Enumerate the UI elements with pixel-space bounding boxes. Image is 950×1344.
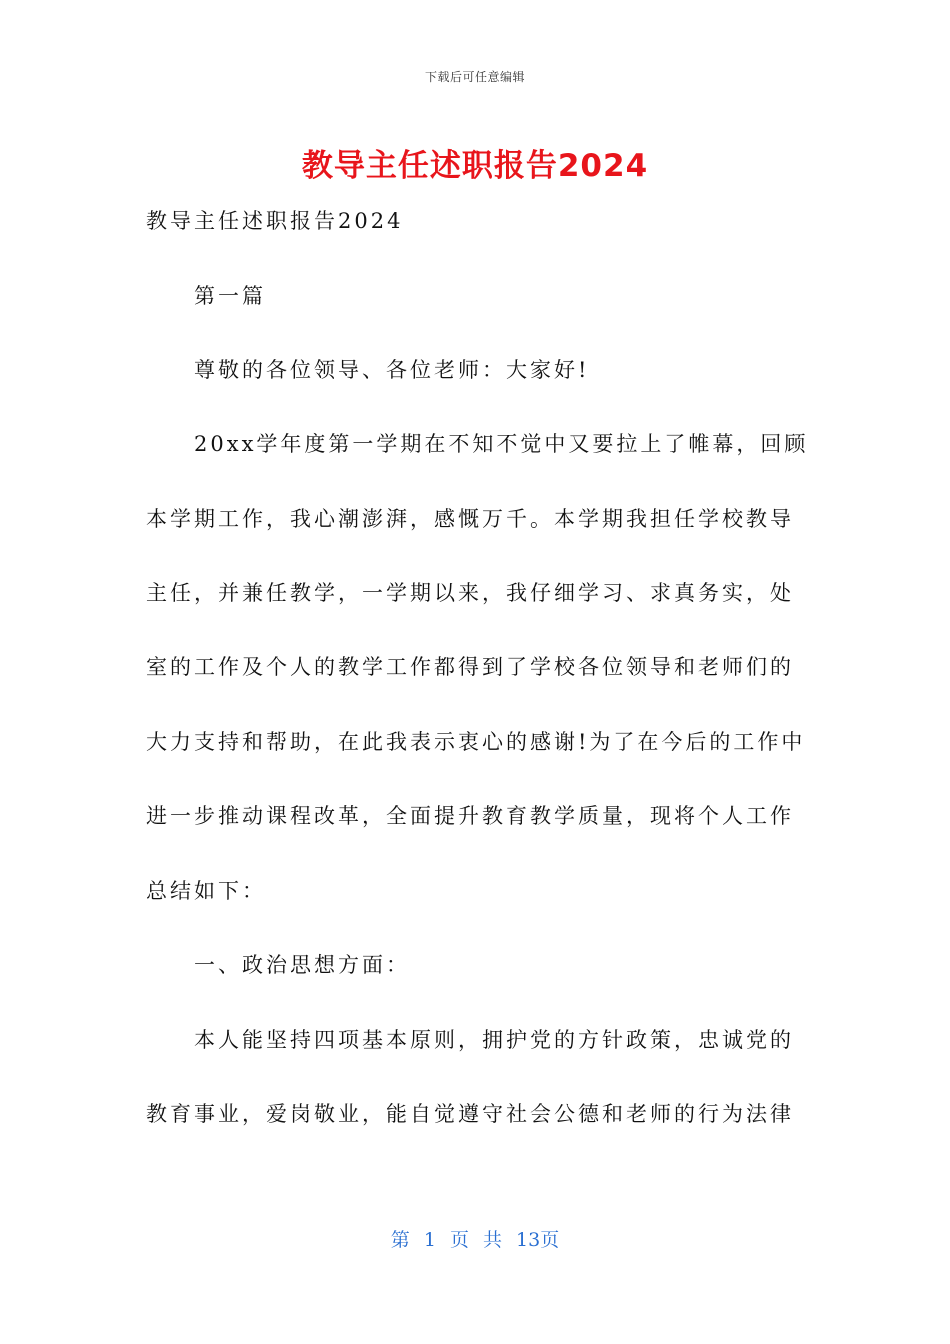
paragraph-line: 进一步推动课程改革，全面提升教育教学质量，现将个人工作 — [146, 804, 794, 828]
section-heading: 一、政治思想方面： — [194, 953, 410, 977]
greeting-line: 尊敬的各位领导、各位老师：大家好! — [194, 358, 590, 382]
paragraph-line: 室的工作及个人的教学工作都得到了学校各位领导和老师们的 — [146, 655, 794, 679]
paragraph-line: 大力支持和帮助，在此我表示衷心的感谢!为了在今后的工作中 — [146, 730, 806, 754]
paragraph-line: 本学期工作，我心潮澎湃，感慨万千。本学期我担任学校教导 — [146, 507, 794, 531]
document-title: 教导主任述职报告2024 — [301, 148, 649, 184]
paragraph-line: 主任，并兼任教学，一学期以来，我仔细学习、求真务实，处 — [146, 581, 794, 605]
paragraph-line: 总结如下： — [146, 879, 266, 903]
page-number: 第 1 页 共 13页 — [390, 1229, 560, 1251]
subtitle-line: 教导主任述职报告2024 — [146, 209, 404, 233]
header-note: 下载后可任意编辑 — [424, 70, 525, 84]
paragraph-line: 教育事业，爱岗敬业，能自觉遵守社会公德和老师的行为法律 — [146, 1102, 794, 1126]
paragraph-line: 本人能坚持四项基本原则，拥护党的方针政策，忠诚党的 — [194, 1028, 794, 1052]
section-heading: 第一篇 — [194, 284, 266, 308]
paragraph-line: 20xx学年度第一学期在不知不觉中又要拉上了帷幕，回顾 — [194, 432, 809, 456]
